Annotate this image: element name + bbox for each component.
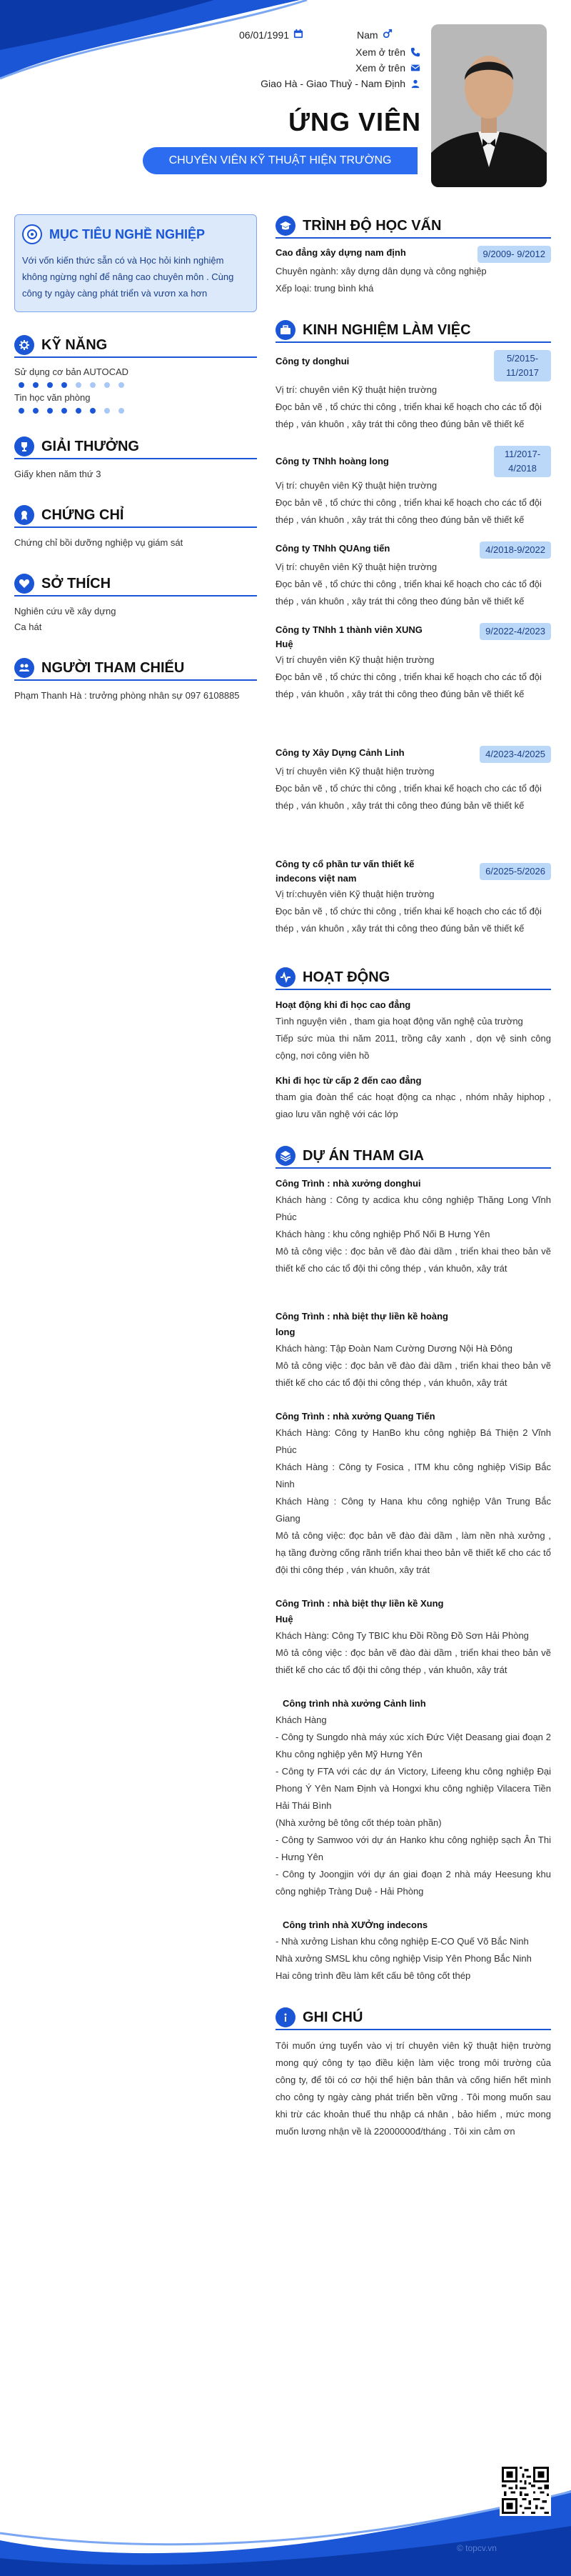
candidate-name: ỨNG VIÊN [288, 107, 421, 136]
skill-dot [19, 408, 24, 414]
certificates-title: CHỨNG CHỈ [41, 506, 124, 523]
education-title: TRÌNH ĐỘ HỌC VẤN [303, 217, 442, 234]
experience-desc: Đọc bản vẽ , tổ chức thi công , triển khai kế hoạch cho các tổ đội thép , ván khuôn , xây trát thi công theo đúng bản vẽ thiết kế [276, 672, 542, 699]
address-row [261, 76, 421, 91]
project-item [276, 1917, 551, 1985]
education-line: Chuyên ngành: xây dựng dân dụng và công nghiệp [276, 266, 487, 276]
experience-item [276, 350, 551, 433]
project-line: Khách hàng : khu công nghiệp Phố Nối B Hưng Yên [276, 1229, 490, 1239]
contact-info [261, 44, 421, 91]
awards-header [14, 435, 257, 459]
footer-brand: © topcv.vn [457, 2543, 497, 2553]
calendar-icon [293, 29, 303, 41]
project-line: - Nhà xưởng Lishan khu công nghiệp E-CO Quế Võ Bắc Ninh [276, 1936, 529, 1947]
objective-header [22, 222, 249, 246]
skill-level-1 [19, 408, 257, 414]
dob [239, 29, 303, 41]
references-title: NGƯỜI THAM CHIẾU [41, 659, 185, 676]
activity-name: Khi đi học từ cấp 2 đến cao đẳng [276, 1075, 422, 1086]
project-line: Khách hàng : Công ty acdica khu công nghiệp Thăng Long Vĩnh Phúc [276, 1194, 551, 1222]
project-item [276, 1309, 551, 1392]
hobbies-header [14, 572, 257, 596]
experience-header [276, 319, 551, 343]
hobbies-section [14, 572, 257, 635]
skill-dot [61, 382, 67, 388]
skills-header [14, 334, 257, 358]
skill-dot [33, 408, 39, 414]
project-line: - Công ty Sungdo nhà máy xúc xích Đức Việt Deasang giai đoạn 2 Khu công nghiệp yên Mỹ Hưng Yên [276, 1732, 551, 1759]
notes-title: GHI CHÚ [303, 2009, 363, 2025]
experience-period: 6/2025-5/2026 [480, 863, 551, 880]
references-text: Phạm Thanh Hà : trưởng phòng nhân sự 097 6108885 [14, 690, 240, 701]
notes-header [276, 2006, 551, 2030]
project-line: Khách Hàng [276, 1714, 327, 1725]
education-line: Xếp loại: trung bình khá [276, 283, 374, 294]
project-item [276, 1409, 551, 1579]
skill-dot [118, 408, 124, 414]
experience-section [276, 319, 551, 937]
references-header [14, 657, 257, 681]
skill-dot [76, 408, 81, 414]
certificate-icon [14, 505, 34, 525]
email-row [261, 60, 421, 76]
project-name: Công Trình : nhà biệt thự liền kề hoàng long [276, 1311, 448, 1337]
objective-text: Với vốn kiến thức sẵn có và Học hỏi kinh nghiệm không ngừng nghỉ để nâng cao chuyên môn . Cùng công ty ngày càng phát triển và vươn xa hơn [22, 255, 234, 299]
skill-dot [118, 382, 124, 388]
skills-section [14, 334, 257, 414]
company-name: Công ty TNhh 1 thành viên XUNG Huệ [276, 624, 423, 649]
experience-role: Vị trí: chuyên viên Kỹ thuật hiện trường [276, 384, 438, 395]
experience-item [276, 746, 551, 814]
skill-dot [104, 408, 110, 414]
gender-icon [383, 29, 393, 41]
company-name: Công ty cổ phần tư vấn thiết kế indecons việt nam [276, 859, 415, 884]
references-section [14, 657, 257, 704]
experience-desc: Đọc bản vẽ , tổ chức thi công , triển khai kế hoạch cho các tổ đội thép , ván khuôn , xây trát thi công theo đúng bản vẽ thiết kế [276, 497, 542, 525]
project-line: Khách Hàng : Công ty Fosica , ITM khu công nghiệp ViSip Bắc Ninh [276, 1462, 551, 1489]
experience-role: Vị trí:chuyên viên Kỹ thuật hiện trường [276, 889, 435, 899]
qr-code [500, 2465, 551, 2516]
phone-icon [410, 46, 421, 58]
notes-section [276, 2006, 551, 2140]
experience-item [276, 623, 551, 703]
awards-text: Giấy khen năm thứ 3 [14, 469, 101, 479]
people-icon [14, 658, 34, 678]
gear-icon [14, 335, 34, 355]
skills-title: KỸ NĂNG [41, 336, 108, 353]
project-line: Nhà xưởng SMSL khu công nghiệp Visip Yên Phong Bắc Ninh [276, 1953, 532, 1964]
activity-line: Tình nguyện viên , tham gia hoạt động văn nghệ của trường [276, 1016, 523, 1027]
briefcase-icon [276, 320, 295, 340]
project-line: - Công ty FTA với các dự án Victory, Lifeeng khu công nghiệp Đại Phong Ý Yên Nam Định và Hongxi khu công nghiệp Vilacera Tiền Hải Thái Bình [276, 1766, 551, 1811]
experience-title: KINH NGHIỆM LÀM VIỆC [303, 321, 471, 338]
project-line: Khách Hàng : Công ty Hana khu công nghiệp Vân Trung Bắc Giang [276, 1496, 551, 1524]
education-section [276, 214, 551, 297]
objective-section [14, 214, 257, 312]
skill-dot [90, 408, 96, 414]
bottom-wave-decoration [0, 2476, 571, 2576]
skill-dot [47, 382, 53, 388]
location-icon [410, 78, 421, 89]
company-name: Công ty TNhh hoàng long [276, 456, 389, 466]
skill-dot [47, 408, 53, 414]
activities-header [276, 966, 551, 990]
project-name: Công Trình : nhà xưởng donghui [276, 1178, 421, 1189]
projects-title: DỰ ÁN THAM GIA [303, 1147, 424, 1164]
education-period: 9/2009- 9/2012 [477, 246, 551, 263]
experience-desc: Đọc bản vẽ , tổ chức thi công , triển khai kế hoạch cho các tổ đội thép , ván khuôn , xây trát thi công theo đúng bản vẽ thiết kế [276, 783, 542, 811]
objective-title: MỤC TIÊU NGHỀ NGHIỆP [49, 226, 206, 241]
activity-item [276, 997, 551, 1064]
skill-dot [76, 382, 81, 388]
left-column [14, 214, 257, 725]
phone-value: Xem ở trên [355, 46, 405, 58]
email-icon [410, 62, 421, 74]
experience-period: 9/2022-4/2023 [480, 623, 551, 640]
skill-level-0 [19, 382, 257, 388]
projects-header [276, 1144, 551, 1169]
header [0, 0, 571, 214]
experience-desc: Đọc bản vẽ , tổ chức thi công , triển khai kế hoạch cho các tổ đội thép , ván khuôn , xây trát thi công theo đúng bản vẽ thiết kế [276, 401, 542, 429]
email-value: Xem ở trên [355, 62, 405, 74]
project-name: Công Trình : nhà biệt thự liền kề Xung Huệ [276, 1598, 444, 1624]
experience-role: Vị trí: chuyên viên Kỹ thuật hiện trường [276, 561, 438, 572]
experience-item [276, 446, 551, 529]
certificates-section [14, 504, 257, 551]
project-line: Mô tả công việc: đọc bản vẽ đào đài dầm , làm nền nhà xưởng , hạ tầng đường cống rãnh triển khai theo bản vẽ thiết kế cho các tổ đội thi công thép , ván khuôn, xây trát [276, 1530, 551, 1575]
activity-name: Hoạt động khi đi học cao đẳng [276, 999, 411, 1010]
experience-period: 4/2023-4/2025 [480, 746, 551, 763]
project-item [276, 1176, 551, 1277]
activities-title: HOẠT ĐỘNG [303, 969, 390, 985]
projects-section [276, 1144, 551, 1985]
activity-line: Tiếp sức mùa thi năm 2011, trồng cây xanh , dọn vệ sinh công cộng, nơi công viên hồ [276, 1033, 551, 1061]
experience-role: Vị trí: chuyên viên Kỹ thuật hiện trường [276, 480, 438, 491]
experience-desc: Đọc bản vẽ , tổ chức thi công , triển khai kế hoạch cho các tổ đội thép , ván khuôn , xây trát thi công theo đúng bản vẽ thiết kế [276, 579, 542, 606]
right-column [276, 214, 551, 2162]
project-line: Mô tả công việc : đọc bản vẽ đào đài dầm , triển khai theo bản vẽ thiết kế cho các tổ đội thi công thép , ván khuôn, xây trát [276, 1246, 551, 1274]
skill-dot [90, 382, 96, 388]
activity-icon [276, 967, 295, 987]
experience-role: Vị trí chuyên viên Kỹ thuật hiện trường [276, 766, 435, 777]
project-line: Khách Hàng: Công Ty TBIC khu Đồi Rồng Đồ Sơn Hải Phòng [276, 1630, 529, 1641]
experience-desc: Đọc bản vẽ , tổ chức thi công , triển khai kế hoạch cho các tổ đội thép , ván khuôn , xây trát thi công theo đúng bản vẽ thiết kế [276, 906, 542, 934]
project-name: Công trình nhà xưởng Cảnh linh [283, 1698, 426, 1709]
education-header [276, 214, 551, 239]
experience-item [276, 541, 551, 610]
gender [357, 29, 393, 41]
project-name: Công Trình : nhà xưởng Quang Tiến [276, 1411, 435, 1422]
awards-section [14, 435, 257, 482]
gender-value: Nam [357, 29, 378, 41]
notes-text: Tôi muốn ứng tuyển vào vị trí chuyên viên kỹ thuật hiện trường mong quý công ty tạo điều kiện làm việc trong môi trường của công ty, để tôi có cơ hội thể hiện bản thân và cống hiến hết mình cho công ty ngày càng phát triển bền vững . Tôi mong muốn sau khi trừ các khoản thuế thu nhập cá nhân , bảo hiểm , mức mong muốn lương nhận về là 22000000đ/tháng . Tôi xin cảm ơn [276, 2040, 551, 2137]
awards-title: GIẢI THƯỞNG [41, 438, 139, 454]
certificates-text: Chứng chỉ bồi dưỡng nghiệp vụ giám sát [14, 537, 183, 548]
project-line: (Nhà xưởng bê tông cốt thép toàn phần) [276, 1817, 442, 1828]
skill-dot [61, 408, 67, 414]
info-icon [276, 2007, 295, 2027]
experience-period: 4/2018-9/2022 [480, 541, 551, 559]
activity-line: tham gia đoàn thể các hoạt động ca nhạc , nhóm nhảy hiphop , giao lưu văn nghệ với các lớp [276, 1092, 551, 1119]
skill-name: Sử dụng cơ bản AUTOCAD [14, 366, 129, 377]
hobby-item: Ca hát [14, 621, 42, 632]
trophy-icon [14, 436, 34, 456]
experience-period: 11/2017- 4/2018 [494, 446, 551, 477]
activities-section [276, 966, 551, 1123]
experience-role: Vị trí chuyên viên Kỹ thuật hiện trường [276, 654, 435, 665]
hobby-item: Nghiên cứu về xây dựng [14, 606, 116, 616]
experience-item [276, 857, 551, 937]
project-name: Công trình nhà XƯỞng indecons [283, 1919, 428, 1930]
target-icon [22, 224, 42, 244]
layers-icon [276, 1146, 295, 1166]
skill-dot [19, 382, 24, 388]
project-item [276, 1596, 551, 1679]
activity-item [276, 1073, 551, 1123]
skill-dot [33, 382, 39, 388]
experience-period: 5/2015- 11/2017 [494, 350, 551, 381]
project-line: - Công ty Joongjin với dự án giai đoạn 2 nhà máy Heesung khu công nghiệp Tràng Duệ - Hải Phòng [276, 1869, 551, 1897]
skill-name: Tin học văn phòng [14, 392, 91, 403]
school-name: Cao đẳng xây dựng nam định [276, 247, 406, 258]
graduation-icon [276, 216, 295, 236]
project-line: - Công ty Samwoo với dự án Hanko khu công nghiệp sạch Ân Thi - Hưng Yên [276, 1834, 551, 1862]
project-line: Mô tả công việc : đọc bản vẽ đào đài dầm , triển khai theo bản vẽ thiết kế cho các tổ đội thi công thép , ván khuôn, xây trát [276, 1647, 551, 1675]
certificates-header [14, 504, 257, 528]
job-title: CHUYÊN VIÊN KỸ THUẬT HIỆN TRƯỜNG [143, 147, 418, 174]
company-name: Công ty Xây Dựng Cảnh Linh [276, 747, 405, 758]
project-item [276, 1696, 551, 1900]
skill-dot [104, 382, 110, 388]
heart-icon [14, 574, 34, 594]
project-line: Khách hàng: Tập Đoàn Nam Cường Dương Nội Hà Đông [276, 1343, 512, 1354]
dob-value: 06/01/1991 [239, 29, 290, 41]
hobbies-title: SỞ THÍCH [41, 575, 111, 591]
company-name: Công ty donghui [276, 356, 350, 366]
phone-row [261, 44, 421, 60]
company-name: Công ty TNhh QUAng tiến [276, 543, 390, 554]
project-line: Hai công trình đều làm kết cấu bê tông cốt thép [276, 1970, 471, 1981]
project-line: Mô tả công việc : đọc bản vẽ đào đài dầm , triển khai theo bản vẽ thiết kế cho các tổ đội thi công thép , ván khuôn, xây trát [276, 1360, 551, 1388]
avatar [431, 24, 547, 187]
project-line: Khách Hàng: Công ty HanBo khu công nghiệp Bá Thiện 2 Vĩnh Phúc [276, 1427, 551, 1455]
address-value: Giao Hà - Giao Thuỷ - Nam Định [261, 78, 405, 89]
